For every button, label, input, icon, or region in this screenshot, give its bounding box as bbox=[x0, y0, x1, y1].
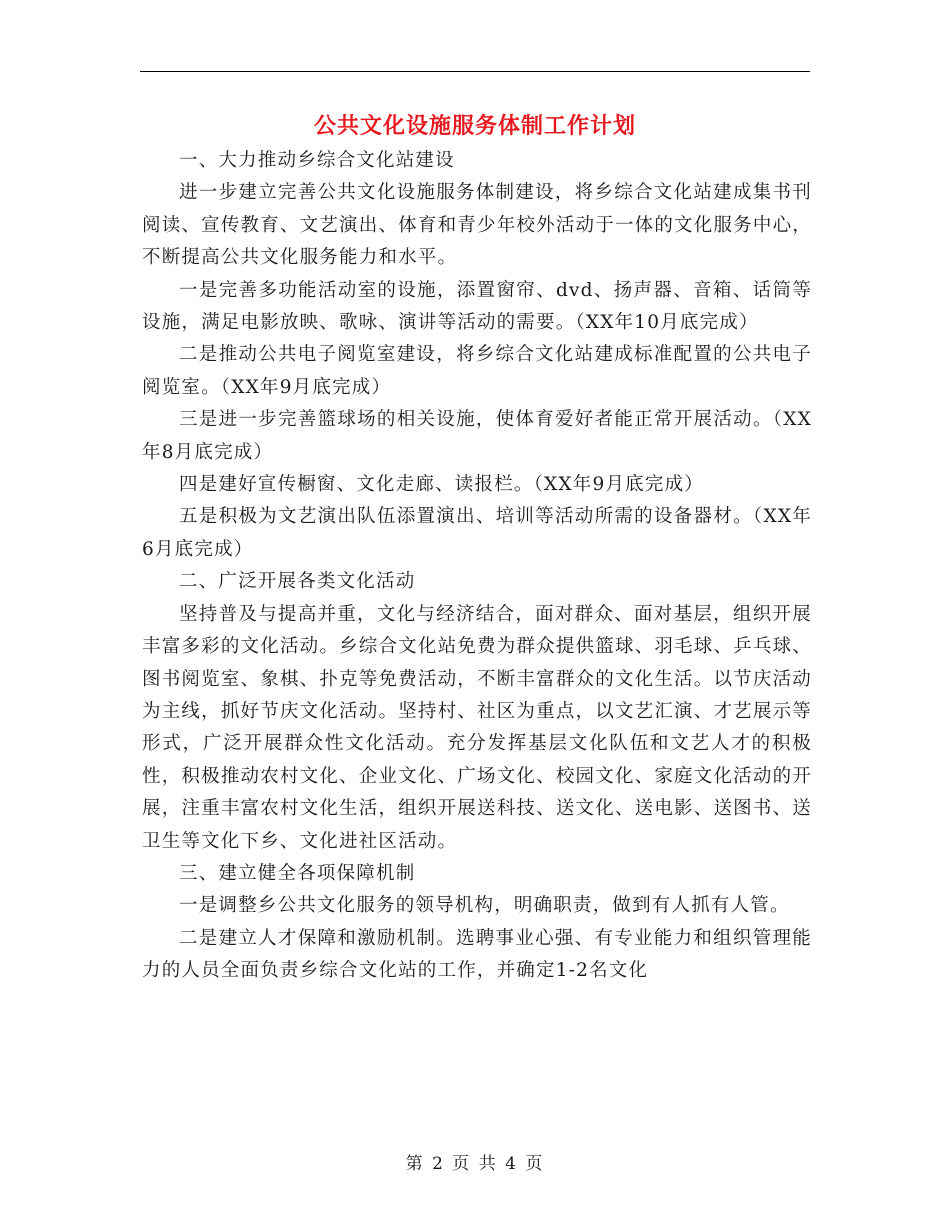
paragraph: 一是调整乡公共文化服务的领导机构，明确职责，做到有人抓有人管。 bbox=[179, 895, 790, 917]
paragraph: 二是建立人才保障和激励机制。选聘事业心强、有专业能力和组织管理能力的人员全面负责乡综合文化站的工作，并确定1-2名文化 bbox=[142, 927, 812, 982]
paragraph: 一是完善多功能活动室的设施，添置窗帘、dvd、扬声器、音箱、话筒等设施，满足电影放映、歌咏、演讲等活动的需要。（XX年10月底完成） bbox=[142, 279, 812, 334]
section-heading-2: 二、广泛开展各类文化活动 bbox=[179, 571, 416, 593]
paragraph: 二是推动公共电子阅览室建设，将乡综合文化站建成标准配置的公共电子阅览室。（XX年9月底完成） bbox=[142, 344, 812, 398]
paragraph: 坚持普及与提高并重，文化与经济结合，面对群众、面对基层，组织开展丰富多彩的文化活动。乡综合文化站免费为群众提供篮球、羽毛球、乒乓球、图书阅览室、象棋、扑克等免费活动，不断丰富群众的文化生活。以节庆活动为主线，抓好节庆文化活动。坚持村、社区为重点，以文艺汇演、才艺展示等形式，广泛开展群众性文化活动。充分发挥基层文化队伍和文艺人才的积极性，积极推动农村文化、企业文化、广场文化、校园文化、家庭文化活动的开展，注重丰富农村文化生活，组织开展送科技、送文化、送电影、送图书、送卫生等文化下乡、文化进社区活动。 bbox=[142, 603, 812, 852]
page-number-footer: 第 2 页 共 4 页 bbox=[405, 1154, 545, 1174]
section-heading-1: 一、大力推动乡综合文化站建设 bbox=[179, 150, 455, 171]
section-heading-3: 三、建立健全各项保障机制 bbox=[179, 862, 416, 884]
document-title: 公共文化设施服务体制工作计划 bbox=[313, 113, 636, 139]
document-body bbox=[142, 145, 812, 988]
paragraph: 五是积极为文艺演出队伍添置演出、培训等活动所需的设备器材。（XX年6月底完成） bbox=[142, 506, 812, 560]
header-rule bbox=[140, 71, 810, 72]
paragraph: 四是建好宣传橱窗、文化走廊、读报栏。（XX年9月底完成） bbox=[179, 474, 704, 496]
paragraph: 三是进一步完善篮球场的相关设施，使体育爱好者能正常开展活动。（XX年8月底完成） bbox=[142, 409, 812, 463]
paragraph: 进一步建立完善公共文化设施服务体制建设，将乡综合文化站建成集书刊阅读、宣传教育、文艺演出、体育和青少年校外活动于一体的文化服务中心，不断提高公共文化服务能力和水平。 bbox=[142, 182, 812, 269]
